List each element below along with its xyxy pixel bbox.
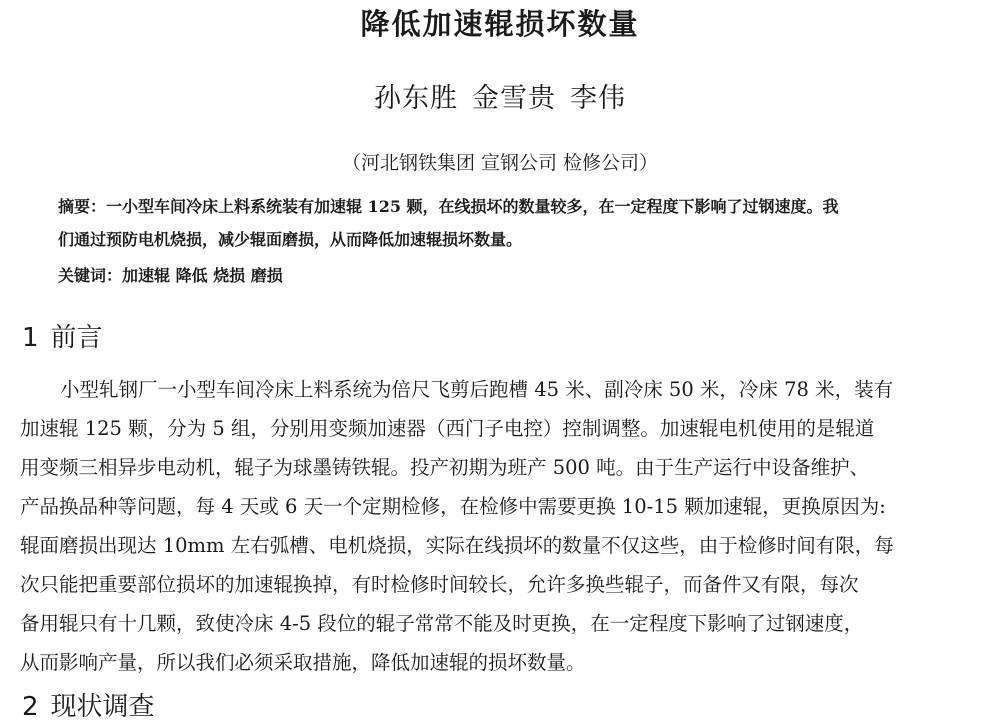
body-line: 产品换品种等问题，每 4 天或 6 天一个定期检修，在检修中需要更换 10-15 颗加速辊，更换原因为: (20, 495, 886, 518)
section-heading-survey (22, 686, 155, 723)
body-line: 用变频三相异步电动机，辊子为球墨铸铁辊。投产初期为班产 500 吨。由于生产运行中设备维护、 (20, 456, 870, 479)
section-heading-introduction (22, 317, 103, 354)
body-line: 小型轧钢厂一小型车间冷床上料系统为倍尺飞剪后跑槽 45 米、副冷床 50 米，冷床 78 米，装有 (60, 378, 894, 401)
paper-title: 降低加速辊损坏数量 (360, 7, 640, 41)
keywords: 关键词：加速辊 降低 烧损 磨损 (58, 266, 283, 285)
abstract-line: 们通过预防电机烧损，减少辊面磨损，从而降低加速辊损坏数量。 (58, 230, 523, 249)
body-line: 从而影响产量，所以我们必须采取措施，降低加速辊的损坏数量。 (20, 651, 586, 674)
body-line: 辊面磨损出现达 10mm 左右弧槽、电机烧损，实际在线损坏的数量不仅这些，由于检修时间有限，每 (20, 534, 894, 557)
abstract (58, 190, 978, 256)
section-number: 1 (22, 323, 39, 353)
body-line: 次只能把重要部位损坏的加速辊换掉，有时检修时间较长，允许多换些辊子，而备件又有限，每次 (20, 573, 859, 596)
body-line: 加速辊 125 颗，分为 5 组，分别用变频加速器（西门子电控）控制调整。加速辊电机使用的是辊道 (20, 417, 875, 440)
introduction-body (20, 370, 980, 682)
author-list (0, 76, 1000, 115)
author-name: 金雪贵 (472, 83, 556, 114)
section-title: 前言 (50, 323, 103, 353)
section-number: 2 (22, 692, 39, 722)
author-name: 李伟 (570, 83, 626, 114)
body-line: 备用辊只有十几颗，致使冷床 4-5 段位的辊子常常不能及时更换，在一定程度下影响了过钢速度， (20, 612, 864, 635)
affiliation: （河北钢铁集团 宣钢公司 检修公司） (341, 152, 659, 174)
author-name: 孙东胜 (374, 83, 458, 114)
abstract-line: 摘要：一小型车间冷床上料系统装有加速辊 125 颗，在线损坏的数量较多，在一定程度下影响了过钢速度。我 (58, 197, 839, 216)
section-title: 现状调查 (50, 692, 155, 722)
